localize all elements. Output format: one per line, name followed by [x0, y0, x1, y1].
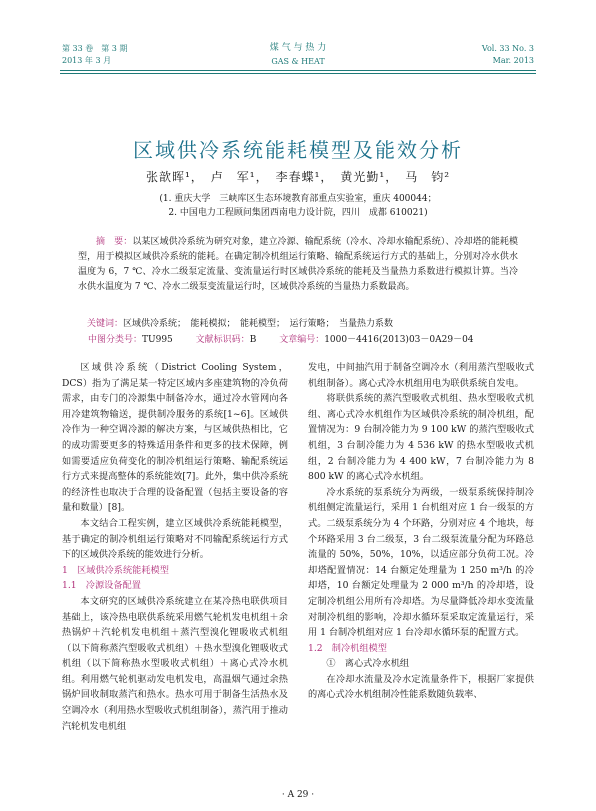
journal-name-en: GAS & HEAT — [271, 57, 325, 66]
right-paragraph-4: 在冷却水流量及冷水定流量条件下，根据厂家提供的离心式冷水机组制冷性能系数随负载率、 — [308, 673, 534, 701]
journal-date: 2013 年 3 月 — [62, 56, 112, 65]
intro-paragraph-1: 区域供冷系统（District Cooling System，DCS）指为了满足某一特定区域内多座建筑物的冷负荷需求，由专门的冷源集中制备冷水，通过冷水管网向各用冷建筑物输送，提供制冷服务的系统[1~6]。区域供冷作为一种空调冷源的解决方案，与区域供热相比，它的成功需要更多的特殊适用条件和更多的技术保障，例如需要适应负荷变化的制冷机组运行策略、输配系统运行方式来提高整体的系统能效[7]。此外，集中供冷系统的经济性也取决于合理的设备配置（包括主要设备的容量和数量）[8]。 — [62, 362, 288, 514]
journal-volume: 第 33 卷 第 3 期 — [62, 44, 128, 53]
abstract-label: 摘 要： — [96, 237, 133, 247]
article-title: 区域供冷系统能耗模型及能效分析 — [133, 138, 463, 162]
class-label: 中图分类号： — [88, 335, 143, 345]
keywords-text: 区域供冷系统； 能耗模拟； 能耗模型； 运行策略； 当量热力系数 — [123, 319, 394, 329]
affiliation-2: 2. 中国电力工程顾问集团西南电力设计院，四川 成都 610021) — [168, 208, 428, 218]
page-number: · A 29 · — [281, 790, 315, 800]
intro-paragraph-2: 本文结合工程实例，建立区域供冷系统能耗模型，基于确定的制冷机组运行策略对不同输配系统运行方式下的区域供冷系统的能效进行分析。 — [62, 517, 288, 561]
section-1-1-heading: 1.1 冷源设备配置 — [62, 580, 141, 592]
journal-name-cn: 煤 气 与 热 力 — [269, 43, 327, 53]
header-rule-thin — [60, 73, 536, 74]
article-no-value: 1000－4416(2013)03－0A29－04 — [324, 335, 474, 345]
section-1-2-heading: 1.2 制冷机组模型 — [308, 642, 387, 654]
right-paragraph-3: 冷水系统的泵系统分为两级，一级泵系统保持制冷机组侧定流量运行，采用 1 台机组对应 1 台一级泵的方式。二级泵系统分为 4 个环路，分别对应 4 个地块，每个环路采用 3 台二级泵，3 台二级泵流量分配为环路总流量的 50%，50%，10%，以适应部分负荷工况。冷却塔配置情况：14 台额定处理量为 1 250 m³/h 的冷却塔，10 台额定处理量为 2 000 m³/h 的冷却塔，设定制冷机组公用所有冷却塔。为尽量降低冷却水变流量对制冷机组的影响，冷却水循环泵采取定流量运行，采用 1 台制冷机组对应 1 台冷却水循环泵的配置方式。 — [308, 486, 534, 639]
doccode-label: 文献标识码： — [195, 335, 250, 345]
abstract — [78, 235, 518, 295]
section-1-heading: 1 区域供冷系统能耗模型 — [62, 564, 169, 576]
keywords — [78, 317, 518, 332]
classification-line — [88, 333, 528, 347]
right-paragraph-2: 将联供系统的蒸汽型吸收式机组、热水型吸收式机组、离心式冷水机组作为区域供冷系统的制冷机组，配置情况为：9 台制冷能力为 9 100 kW 的蒸汽型吸收式机组，3 台制冷能力为 4 536 kW 的热水型吸收式机组，2 台制冷能力为 4 400 kW，7 台制冷能力为 8 800 kW 的离心式冷水机组。 — [308, 393, 534, 483]
section-1-1-paragraph: 本文研究的区域供冷系统建立在某冷热电联供项目基础上，该冷热电联供系统采用燃气轮机发电机组＋余热锅炉＋汽轮机发电机组＋蒸汽型溴化锂吸收式机组（以下简称蒸汽型吸收式机组）＋热水型溴化锂吸收式机组（以下简称热水型吸收式机组）＋离心式冷水机组。利用燃气轮机驱动发电机发电，高温烟气通过余热锅炉回收制取蒸汽和热水。热水可用于制备生活热水及空调冷水（利用热水型吸收式机组制备），蒸汽用于推动汽轮机发电机组 — [62, 595, 288, 732]
class-value: TU995 — [142, 335, 173, 345]
list-item-centrifugal: ① 离心式冷水机组 — [326, 658, 410, 670]
journal-date-en: Mar. 2013 — [492, 56, 534, 65]
right-column — [308, 360, 534, 703]
header-rule — [60, 70, 536, 71]
left-column — [62, 360, 288, 734]
keywords-label: 关键词： — [87, 319, 124, 329]
article-authors: 张歆晖¹， 卢 军¹， 李春蝶¹， 黄光勤¹， 马 钧² — [145, 170, 451, 184]
affiliation-1: (1. 重庆大学 三峡库区生态环境教育部重点实验室，重庆 400044； — [159, 194, 437, 204]
abstract-text: 以某区域供冷系统为研究对象，建立冷源、输配系统（冷水、冷却水输配系统）、冷却塔的能耗模型，用于模拟区域供冷系统的能耗。在确定制冷机组运行策略、输配系统运行方式的基础上，分别对冷水供水温度为 6，7 ℃、冷水二级泵定流量、变流量运行时区域供冷系统的能耗及当量热力系数进行模拟计算。当冷水供水温度为 7 ℃、冷水二级泵变流量运行时，区域供冷系统的当量热力系数最高。 — [78, 237, 518, 292]
doccode-value: B — [249, 335, 257, 345]
article-no-label: 文章编号： — [279, 335, 325, 345]
right-paragraph-1: 发电，中间抽汽用于制备空调冷水（利用蒸汽型吸收式机组制备）。离心式冷水机组用电为联供系统自发电。 — [308, 362, 534, 389]
journal-volume-en: Vol. 33 No. 3 — [481, 44, 534, 53]
